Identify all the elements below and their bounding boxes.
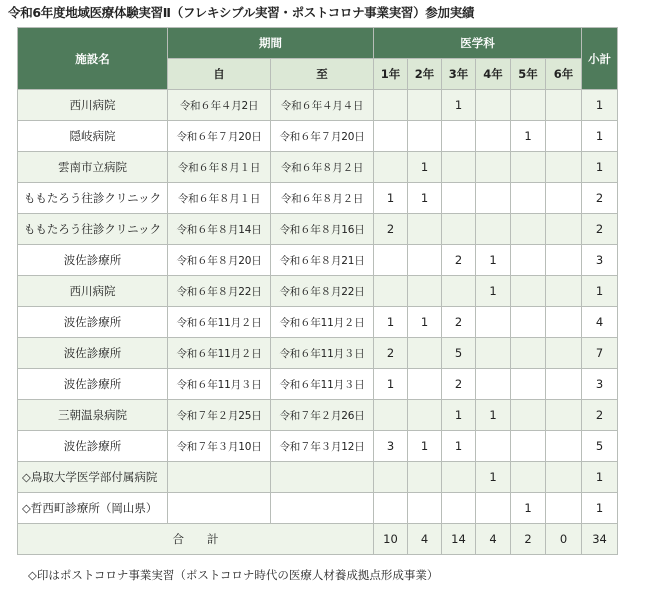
total-year-cell: 0 xyxy=(546,524,582,555)
date-to-cell: 令和６年11月２日 xyxy=(271,307,374,338)
year-header: 4年 xyxy=(476,59,511,90)
year-count-cell: 1 xyxy=(442,90,476,121)
year-count-cell xyxy=(476,214,511,245)
year-count-cell xyxy=(546,121,582,152)
subtotal-cell: 4 xyxy=(582,307,618,338)
year-count-cell: 3 xyxy=(374,431,408,462)
year-count-cell xyxy=(546,493,582,524)
year-count-cell xyxy=(374,400,408,431)
year-count-cell: 1 xyxy=(476,462,511,493)
subtotal-cell: 1 xyxy=(582,493,618,524)
subtotal-cell: 5 xyxy=(582,431,618,462)
year-count-cell xyxy=(476,183,511,214)
to-header: 至 xyxy=(271,59,374,90)
period-header: 期間 xyxy=(168,28,374,59)
facility-cell: ◇鳥取大学医学部付属病院 xyxy=(18,462,168,493)
facility-cell: 波佐診療所 xyxy=(18,369,168,400)
year-count-cell xyxy=(442,152,476,183)
subtotal-cell: 2 xyxy=(582,214,618,245)
total-year-cell: 4 xyxy=(476,524,511,555)
facility-cell: 隠岐病院 xyxy=(18,121,168,152)
year-count-cell xyxy=(408,369,442,400)
table-row xyxy=(18,121,618,152)
year-count-cell: 2 xyxy=(442,307,476,338)
year-count-cell xyxy=(511,183,546,214)
year-count-cell xyxy=(546,90,582,121)
facility-cell: ももたろう往診クリニック xyxy=(18,183,168,214)
subtotal-cell: 1 xyxy=(582,90,618,121)
year-count-cell xyxy=(546,307,582,338)
subtotal-cell: 1 xyxy=(582,121,618,152)
total-row xyxy=(18,524,618,555)
table-row xyxy=(18,400,618,431)
year-count-cell xyxy=(511,90,546,121)
year-count-cell xyxy=(546,462,582,493)
date-from-cell: 令和６年７月20日 xyxy=(168,121,271,152)
year-count-cell xyxy=(546,400,582,431)
year-count-cell xyxy=(511,152,546,183)
facility-cell: 波佐診療所 xyxy=(18,245,168,276)
year-count-cell xyxy=(476,431,511,462)
year-count-cell: 2 xyxy=(374,214,408,245)
participation-table xyxy=(17,27,618,555)
year-count-cell xyxy=(476,307,511,338)
year-count-cell xyxy=(546,245,582,276)
year-count-cell: 1 xyxy=(408,183,442,214)
year-count-cell xyxy=(374,152,408,183)
year-count-cell xyxy=(511,245,546,276)
table-row xyxy=(18,245,618,276)
facility-cell: 波佐診療所 xyxy=(18,431,168,462)
date-from-cell: 令和７年２月25日 xyxy=(168,400,271,431)
year-count-cell: 1 xyxy=(511,493,546,524)
year-count-cell: 2 xyxy=(442,245,476,276)
date-to-cell: 令和６年７月20日 xyxy=(271,121,374,152)
table-row xyxy=(18,369,618,400)
year-count-cell xyxy=(476,369,511,400)
subtotal-cell: 1 xyxy=(582,152,618,183)
year-count-cell xyxy=(408,462,442,493)
year-count-cell: 1 xyxy=(408,307,442,338)
date-to-cell: 令和６年11月３日 xyxy=(271,369,374,400)
table-row xyxy=(18,431,618,462)
year-count-cell xyxy=(408,90,442,121)
year-count-cell xyxy=(546,431,582,462)
year-count-cell xyxy=(442,493,476,524)
year-count-cell xyxy=(374,462,408,493)
total-year-cell: 10 xyxy=(374,524,408,555)
subtotal-cell: 1 xyxy=(582,276,618,307)
year-count-cell xyxy=(408,400,442,431)
table-row xyxy=(18,493,618,524)
year-count-cell xyxy=(476,338,511,369)
year-count-cell: 1 xyxy=(374,183,408,214)
year-count-cell xyxy=(476,121,511,152)
year-count-cell xyxy=(476,90,511,121)
year-count-cell: 1 xyxy=(442,431,476,462)
table-row xyxy=(18,338,618,369)
year-count-cell: 1 xyxy=(442,400,476,431)
date-to-cell: 令和７年３月12日 xyxy=(271,431,374,462)
year-count-cell xyxy=(511,338,546,369)
year-count-cell: 1 xyxy=(408,152,442,183)
year-count-cell xyxy=(546,338,582,369)
year-count-cell xyxy=(546,276,582,307)
year-count-cell xyxy=(374,276,408,307)
year-count-cell: 2 xyxy=(374,338,408,369)
table-row xyxy=(18,462,618,493)
subtotal-cell: 1 xyxy=(582,462,618,493)
year-header: 1年 xyxy=(374,59,408,90)
subtotal-cell: 2 xyxy=(582,183,618,214)
dept-header: 医学科 xyxy=(374,28,582,59)
date-from-cell: 令和６年８月１日 xyxy=(168,183,271,214)
facility-cell: 波佐診療所 xyxy=(18,307,168,338)
date-from-cell xyxy=(168,493,271,524)
year-count-cell: 2 xyxy=(442,369,476,400)
date-to-cell xyxy=(271,462,374,493)
date-to-cell: 令和６年８月22日 xyxy=(271,276,374,307)
year-count-cell xyxy=(442,121,476,152)
year-count-cell xyxy=(442,183,476,214)
year-count-cell: 1 xyxy=(476,245,511,276)
year-count-cell: 1 xyxy=(476,400,511,431)
year-count-cell xyxy=(408,121,442,152)
year-count-cell: 1 xyxy=(476,276,511,307)
year-count-cell xyxy=(408,276,442,307)
year-count-cell xyxy=(374,245,408,276)
year-count-cell xyxy=(408,214,442,245)
date-to-cell: 令和７年２月26日 xyxy=(271,400,374,431)
table-row xyxy=(18,307,618,338)
year-count-cell xyxy=(374,493,408,524)
date-from-cell: 令和６年８月１日 xyxy=(168,152,271,183)
year-count-cell xyxy=(511,462,546,493)
year-header: 6年 xyxy=(546,59,582,90)
table-row xyxy=(18,276,618,307)
year-count-cell xyxy=(408,245,442,276)
subtotal-cell: 3 xyxy=(582,245,618,276)
footnote: ◇印はポストコロナ事業実習（ポストコロナ時代の医療人材養成拠点形成事業） xyxy=(28,568,439,582)
year-count-cell xyxy=(442,276,476,307)
year-count-cell xyxy=(511,276,546,307)
year-count-cell: 1 xyxy=(374,369,408,400)
facility-cell: 雲南市立病院 xyxy=(18,152,168,183)
date-to-cell: 令和６年８月21日 xyxy=(271,245,374,276)
date-from-cell: 令和６年11月２日 xyxy=(168,338,271,369)
date-from-cell xyxy=(168,462,271,493)
year-count-cell xyxy=(374,90,408,121)
date-from-cell: 令和６年11月３日 xyxy=(168,369,271,400)
year-count-cell xyxy=(511,214,546,245)
date-from-cell: 令和６年４月2日 xyxy=(168,90,271,121)
date-from-cell: 令和６年８月14日 xyxy=(168,214,271,245)
year-count-cell xyxy=(511,431,546,462)
year-count-cell xyxy=(546,152,582,183)
year-count-cell xyxy=(476,493,511,524)
date-to-cell: 令和６年８月２日 xyxy=(271,152,374,183)
date-to-cell: 令和６年８月２日 xyxy=(271,183,374,214)
year-count-cell xyxy=(408,493,442,524)
facility-cell: 西川病院 xyxy=(18,276,168,307)
year-count-cell xyxy=(546,183,582,214)
year-count-cell: 1 xyxy=(511,121,546,152)
facility-header: 施設名 xyxy=(18,28,168,90)
year-header: 2年 xyxy=(408,59,442,90)
subtotal-cell: 3 xyxy=(582,369,618,400)
table-row xyxy=(18,214,618,245)
date-from-cell: 令和６年11月２日 xyxy=(168,307,271,338)
year-header: 3年 xyxy=(442,59,476,90)
total-subtotal-cell: 34 xyxy=(582,524,618,555)
total-year-cell: 14 xyxy=(442,524,476,555)
year-count-cell xyxy=(546,369,582,400)
year-count-cell: 5 xyxy=(442,338,476,369)
year-count-cell: 1 xyxy=(374,307,408,338)
year-count-cell xyxy=(408,338,442,369)
total-year-cell: 2 xyxy=(511,524,546,555)
facility-cell: 波佐診療所 xyxy=(18,338,168,369)
page-title: 令和6年度地域医療体験実習Ⅱ（フレキシブル実習・ポストコロナ事業実習）参加実績 xyxy=(8,5,475,20)
facility-cell: ◇哲西町診療所（岡山県） xyxy=(18,493,168,524)
year-count-cell xyxy=(442,462,476,493)
table-row xyxy=(18,90,618,121)
year-header: 5年 xyxy=(511,59,546,90)
subtotal-header: 小計 xyxy=(582,28,618,90)
facility-cell: ももたろう往診クリニック xyxy=(18,214,168,245)
year-count-cell: 1 xyxy=(408,431,442,462)
date-to-cell: 令和６年８月16日 xyxy=(271,214,374,245)
subtotal-cell: 7 xyxy=(582,338,618,369)
date-to-cell: 令和６年４月４日 xyxy=(271,90,374,121)
subtotal-cell: 2 xyxy=(582,400,618,431)
year-count-cell xyxy=(374,121,408,152)
total-year-cell: 4 xyxy=(408,524,442,555)
date-from-cell: 令和６年８月22日 xyxy=(168,276,271,307)
table-row xyxy=(18,152,618,183)
year-count-cell xyxy=(511,307,546,338)
table-row xyxy=(18,183,618,214)
date-from-cell: 令和７年３月10日 xyxy=(168,431,271,462)
year-count-cell xyxy=(442,214,476,245)
date-from-cell: 令和６年８月20日 xyxy=(168,245,271,276)
date-to-cell: 令和６年11月３日 xyxy=(271,338,374,369)
facility-cell: 三朝温泉病院 xyxy=(18,400,168,431)
year-count-cell xyxy=(511,369,546,400)
facility-cell: 西川病院 xyxy=(18,90,168,121)
date-to-cell xyxy=(271,493,374,524)
total-label: 合 計 xyxy=(18,524,374,555)
year-count-cell xyxy=(511,400,546,431)
year-count-cell xyxy=(476,152,511,183)
from-header: 自 xyxy=(168,59,271,90)
year-count-cell xyxy=(546,214,582,245)
